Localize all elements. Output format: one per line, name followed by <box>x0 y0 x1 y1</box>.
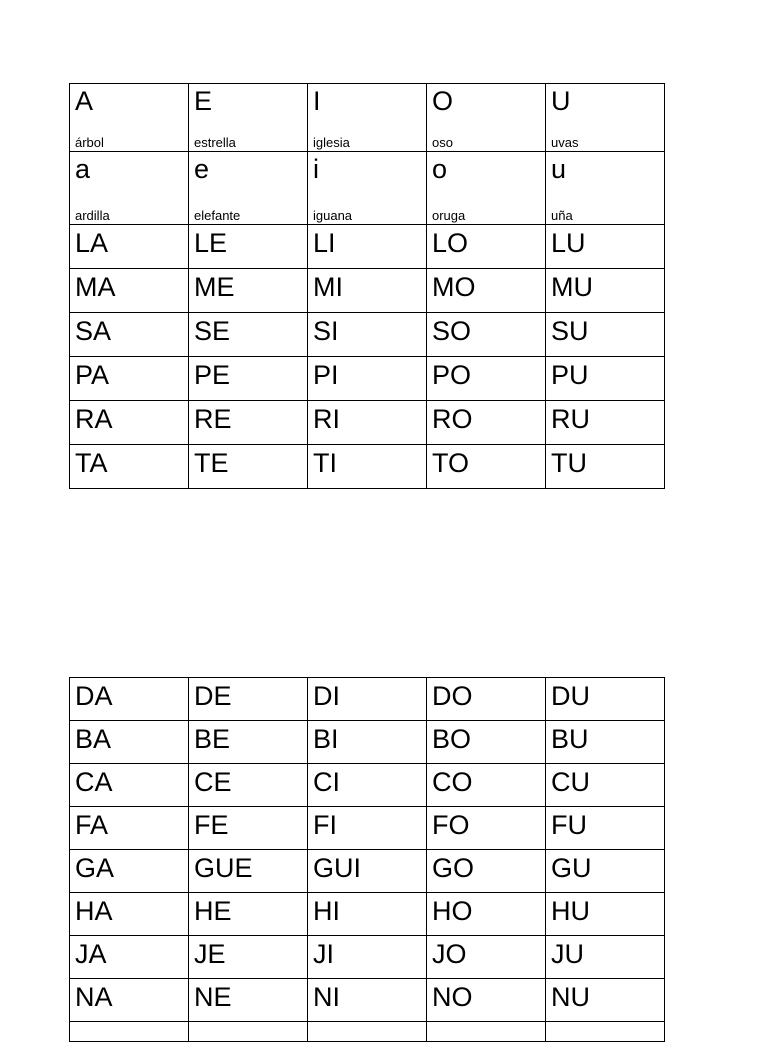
syllable-text: CU <box>551 767 590 797</box>
syllable-text: SA <box>75 316 112 346</box>
syllable-text: MU <box>551 272 593 302</box>
syllable-cell <box>546 893 665 936</box>
syllable-text: RU <box>551 404 590 434</box>
syllable-text: NU <box>551 982 590 1012</box>
syllable-text: MA <box>75 272 116 302</box>
syllable-cell <box>189 445 308 489</box>
syllable-cell <box>70 807 189 850</box>
vowel-letter: U <box>551 86 571 116</box>
syllable-cell <box>427 269 546 313</box>
syllable-cell <box>546 445 665 489</box>
syllable-text: DU <box>551 681 590 711</box>
syllable-cell <box>70 979 189 1022</box>
syllable-text: MI <box>313 272 343 302</box>
syllable-text: LA <box>75 228 109 258</box>
vowel-letter: A <box>75 86 94 116</box>
syllable-text: CO <box>432 767 473 797</box>
syllable-cell <box>189 357 308 401</box>
vowel-word: árbol <box>75 135 104 150</box>
syllable-cell <box>546 721 665 764</box>
syllable-row <box>70 764 665 807</box>
syllable-text: PA <box>75 360 110 390</box>
syllable-cell <box>546 269 665 313</box>
vowel-cell <box>308 84 427 152</box>
syllable-cell <box>427 401 546 445</box>
syllable-cell <box>189 807 308 850</box>
syllable-cell <box>189 893 308 936</box>
vowel-cell <box>70 84 189 152</box>
vowel-cell <box>189 84 308 152</box>
syllable-text: TU <box>551 448 587 478</box>
vowel-word: ardilla <box>75 208 110 223</box>
vowel-letter: u <box>551 154 567 184</box>
vowel-cell <box>189 152 308 225</box>
syllable-text: HO <box>432 896 473 926</box>
syllable-cell <box>308 445 427 489</box>
syllable-cell <box>427 445 546 489</box>
syllable-cell <box>546 678 665 721</box>
syllable-text: DO <box>432 681 473 711</box>
syllable-text: SO <box>432 316 472 346</box>
syllable-cell <box>427 764 546 807</box>
syllable-cell <box>70 313 189 357</box>
syllable-cell <box>308 357 427 401</box>
syllable-text: TA <box>75 448 108 478</box>
syllable-text: NA <box>75 982 113 1012</box>
syllable-cell <box>70 357 189 401</box>
syllable-text: SI <box>313 316 339 346</box>
syllable-row <box>70 850 665 893</box>
vowel-word: oso <box>432 135 453 150</box>
syllable-row <box>70 721 665 764</box>
syllable-cell <box>70 1022 189 1042</box>
syllable-text: BU <box>551 724 589 754</box>
vowel-letter: E <box>194 86 213 116</box>
syllable-row <box>70 807 665 850</box>
syllable-text: GO <box>432 853 475 883</box>
syllable-cell <box>70 401 189 445</box>
syllable-text: FU <box>551 810 587 840</box>
syllable-cell <box>189 401 308 445</box>
syllable-row <box>70 225 665 269</box>
syllable-cell <box>189 764 308 807</box>
vowel-word: uña <box>551 208 573 223</box>
syllable-cell <box>189 850 308 893</box>
syllable-row <box>70 401 665 445</box>
syllable-text: FA <box>75 810 109 840</box>
syllable-text: ME <box>194 272 235 302</box>
syllable-cell <box>427 225 546 269</box>
syllable-cell <box>70 850 189 893</box>
syllable-text: FO <box>432 810 470 840</box>
syllable-text: NI <box>313 982 340 1012</box>
syllable-text: BI <box>313 724 339 754</box>
vowel-cell <box>427 84 546 152</box>
syllable-row <box>70 893 665 936</box>
syllable-text: GA <box>75 853 115 883</box>
syllable-cell <box>308 936 427 979</box>
syllable-cell <box>546 1022 665 1042</box>
syllable-cell <box>308 893 427 936</box>
syllable-text: GUI <box>313 853 362 883</box>
syllable-cell <box>427 850 546 893</box>
syllable-cell <box>427 893 546 936</box>
syllable-cell <box>427 1022 546 1042</box>
syllable-cell <box>70 764 189 807</box>
syllable-cell <box>546 979 665 1022</box>
vowel-letter: o <box>432 154 448 184</box>
syllable-text: LU <box>551 228 586 258</box>
syllable-text: SU <box>551 316 589 346</box>
syllable-cell <box>189 936 308 979</box>
syllable-text: MO <box>432 272 476 302</box>
vowel-word: iguana <box>313 208 353 223</box>
syllable-cell <box>308 807 427 850</box>
syllable-text: NO <box>432 982 473 1012</box>
syllable-text: TI <box>313 448 337 478</box>
syllable-text: HU <box>551 896 590 926</box>
syllable-row <box>70 678 665 721</box>
vowel-letter: i <box>313 154 319 184</box>
syllable-text: DA <box>75 681 113 711</box>
syllable-cell <box>546 936 665 979</box>
vowel-letter: I <box>313 86 321 116</box>
syllable-cell <box>70 936 189 979</box>
syllable-text: DI <box>313 681 340 711</box>
vowel-cell <box>308 152 427 225</box>
syllable-cell <box>308 269 427 313</box>
uppercase-vowel-row <box>70 84 665 152</box>
vowel-word: uvas <box>551 135 579 150</box>
syllable-text: BE <box>194 724 231 754</box>
syllable-cell <box>308 1022 427 1042</box>
syllable-cell <box>308 225 427 269</box>
syllable-row <box>70 313 665 357</box>
syllable-text: JA <box>75 939 107 969</box>
syllable-row <box>70 936 665 979</box>
syllable-cell <box>308 850 427 893</box>
syllable-cell <box>546 764 665 807</box>
syllable-text: LE <box>194 228 228 258</box>
syllable-text: TO <box>432 448 470 478</box>
syllable-row <box>70 979 665 1022</box>
syllable-cell <box>546 807 665 850</box>
syllable-text: RI <box>313 404 340 434</box>
vowel-word: elefante <box>194 208 241 223</box>
syllable-cell <box>70 225 189 269</box>
syllable-cell <box>189 979 308 1022</box>
syllable-cell <box>70 269 189 313</box>
syllable-cell <box>308 678 427 721</box>
syllable-row <box>70 445 665 489</box>
syllable-text: PU <box>551 360 589 390</box>
syllable-text: CE <box>194 767 232 797</box>
syllable-text: CA <box>75 767 113 797</box>
syllable-cell <box>308 721 427 764</box>
syllable-cell <box>308 401 427 445</box>
syllable-text: JI <box>313 939 335 969</box>
vowel-syllable-table <box>69 83 665 489</box>
syllable-cell <box>427 357 546 401</box>
syllable-cell <box>189 1022 308 1042</box>
table1-body <box>70 84 665 489</box>
syllable-text: JU <box>551 939 584 969</box>
syllable-text: HA <box>75 896 113 926</box>
syllable-cell <box>427 721 546 764</box>
syllable-text: GUE <box>194 853 253 883</box>
syllable-cell <box>70 445 189 489</box>
syllable-cell <box>546 225 665 269</box>
vowel-word: estrella <box>194 135 236 150</box>
syllable-text: NE <box>194 982 232 1012</box>
syllable-text: GU <box>551 853 592 883</box>
syllable-text: FI <box>313 810 337 840</box>
syllable-row <box>70 357 665 401</box>
syllable-text: PO <box>432 360 472 390</box>
syllable-cell <box>308 313 427 357</box>
syllable-cell <box>189 269 308 313</box>
syllable-cell <box>427 979 546 1022</box>
vowel-cell <box>546 152 665 225</box>
syllable-cell <box>546 357 665 401</box>
vowel-word: oruga <box>432 208 466 223</box>
syllable-cell <box>427 313 546 357</box>
syllable-text: BO <box>432 724 472 754</box>
vowel-letter: O <box>432 86 454 116</box>
syllable-cell <box>546 401 665 445</box>
syllable-text: LO <box>432 228 469 258</box>
syllable-text: LI <box>313 228 336 258</box>
syllable-text: FE <box>194 810 229 840</box>
table2-body <box>70 678 665 1042</box>
syllable-cell <box>427 807 546 850</box>
lowercase-vowel-row <box>70 152 665 225</box>
partial-row <box>70 1022 665 1042</box>
syllable-row <box>70 269 665 313</box>
vowel-letter: a <box>75 154 91 184</box>
syllable-cell <box>189 678 308 721</box>
syllable-text: PI <box>313 360 339 390</box>
syllable-text: HI <box>313 896 340 926</box>
syllable-cell <box>70 721 189 764</box>
vowel-cell <box>70 152 189 225</box>
vowel-cell <box>546 84 665 152</box>
syllable-cell <box>189 313 308 357</box>
syllable-text: HE <box>194 896 232 926</box>
syllable-cell <box>189 225 308 269</box>
syllable-text: PE <box>194 360 231 390</box>
syllable-cell <box>427 936 546 979</box>
consonant-syllable-table <box>69 677 665 1042</box>
syllable-cell <box>70 893 189 936</box>
syllable-text: RO <box>432 404 473 434</box>
syllable-cell <box>308 764 427 807</box>
vowel-letter: e <box>194 154 210 184</box>
syllable-text: RE <box>194 404 232 434</box>
syllable-text: JO <box>432 939 467 969</box>
syllable-cell <box>546 850 665 893</box>
vowel-cell <box>427 152 546 225</box>
syllable-text: RA <box>75 404 113 434</box>
syllable-text: SE <box>194 316 231 346</box>
syllable-text: JE <box>194 939 226 969</box>
syllable-text: CI <box>313 767 340 797</box>
syllable-text: DE <box>194 681 232 711</box>
syllable-text: BA <box>75 724 112 754</box>
syllable-cell <box>308 979 427 1022</box>
vowel-word: iglesia <box>313 135 350 150</box>
syllable-cell <box>189 721 308 764</box>
syllable-cell <box>70 678 189 721</box>
syllable-cell <box>427 678 546 721</box>
syllable-cell <box>546 313 665 357</box>
syllable-text: TE <box>194 448 229 478</box>
